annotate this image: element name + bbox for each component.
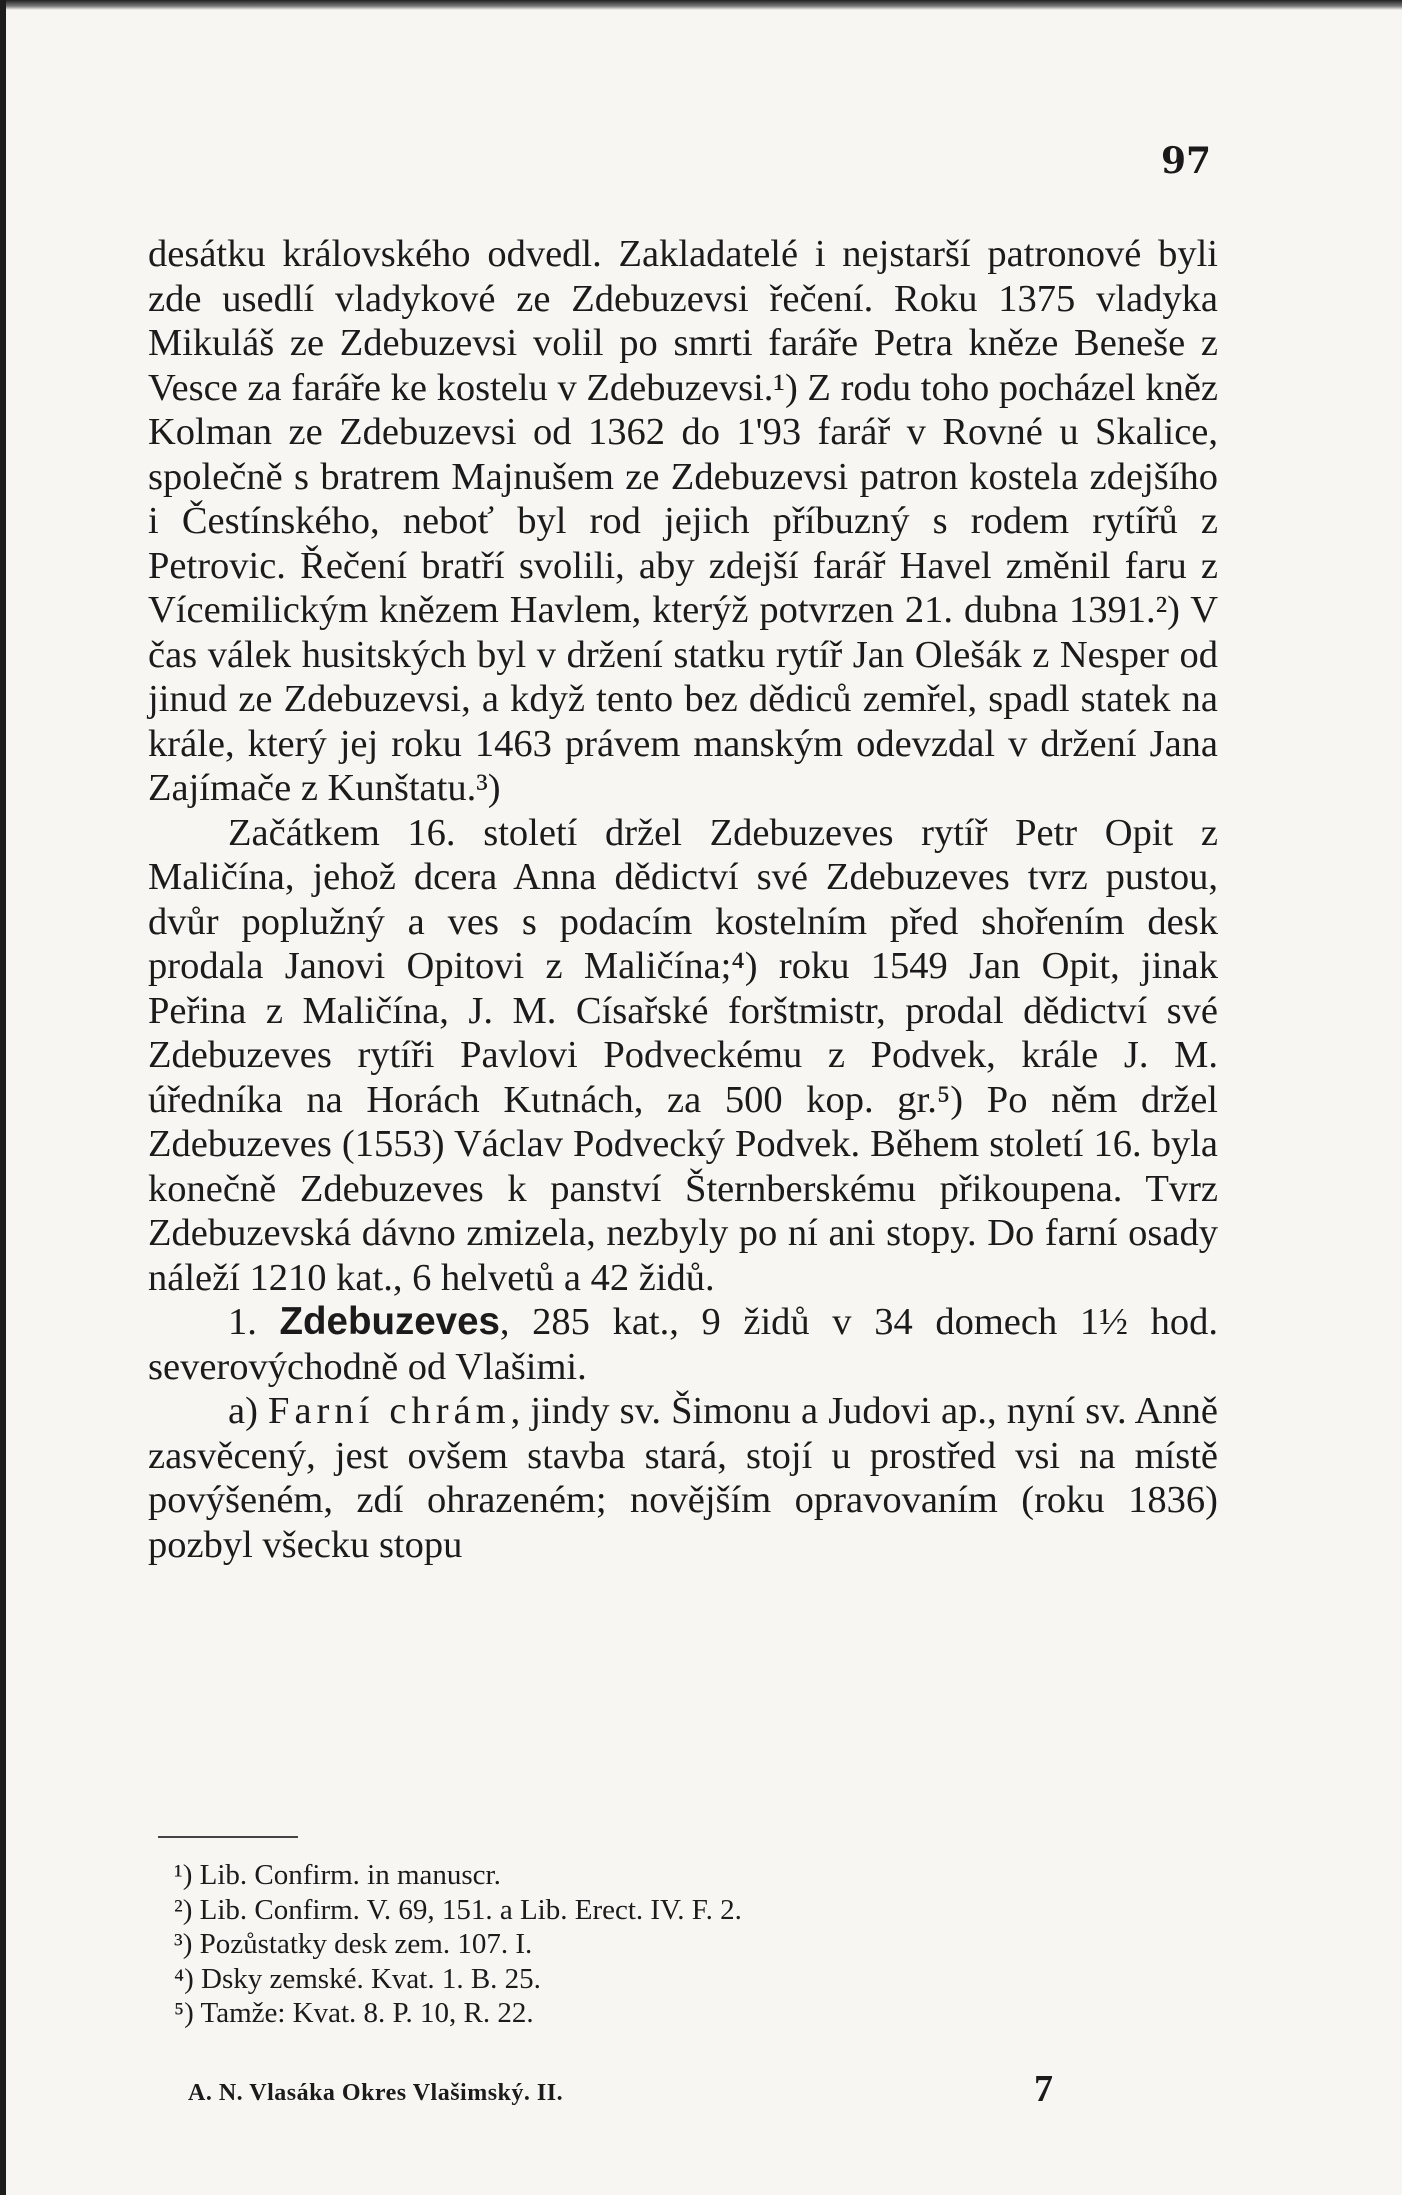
footnote-text: Lib. Confirm. in manuscr. [199,1859,501,1891]
footnote [174,1996,1074,2031]
footnote-text: Dsky zemské. Kvat. 1. B. 25. [201,1962,541,1995]
footnote [174,1962,1074,1997]
paragraph-2: Začátkem 16. století držel Zdebuzeves rytíř Petr Opit z Maličína, jehož dcera Anna dědictví své Zdebuzeves tvrz pustou, dvůr poplužný a ves s podacím kostelním před shořením desk prodala Janovi Opitovi z Maličína;⁴) roku 1549 Jan Opit, jinak Peřina z Maličína, J. M. Císařské forštmistr, prodal dědictví své Zdebuzeves rytíři Pavlovi Podveckému z Podvek, krále J. M. úředníka na Horách Kutnách, za 500 kop. gr.⁵) Po něm držel Zdebuzeves (1553) Václav Podvecký Podvek. Během století 16. byla konečně Zdebuzeves k panství Šternberskému přikoupena. Tvrz Zdebuzevská dávno zmizela, nezbyly po ní ani stopy. Do farní osady náleží 1210 kat., 6 helvetů a 42 židů. [148,811,1218,1299]
paragraph-3 [148,1300,1218,1389]
paragraph-1: desátku královského odvedl. Zakladatelé i nejstarší patronové byli zde usedlí vladykové ze Zdebuzevsi řečení. Roku 1375 vladyka Mikuláš ze Zdebuzevsi volil po smrti faráře Petra kněze Beneše z Vesce za faráře ke kostelu v Zdebuzevsi.¹) Z rodu toho pocházel kněz Kolman ze Zdebuzevsi od 1362 do 1'93 farář v Rovné u Skalice, společně s bratrem Majnušem ze Zdebuzevsi patron kostela zdejšího i Čestínského, neboť byl rod jejich příbuzný s rodem rytířů z Petrovic. Řečení bratří svolili, aby zdejší farář Havel změnil faru z Vícemilickým knězem Havlem, kterýž potvrzen 21. dubna 1391.²) V čas válek husitských byl v držení statku rytíř Jan Olešák z Nesper od jinud ze Zdebuzevsi, a když tento bez dědiců zemřel, spadl statek na krále, který jej roku 1463 právem manským odevzdal v držení Jana Zajímače z Kunštatu.³) [148,233,1218,809]
church-heading: Farní chrám [268,1390,511,1432]
footnote [174,1893,1074,1928]
sheet-number: 7 [1034,2068,1053,2110]
footnote-mark: ⁴) [174,1962,194,1995]
footnote-mark: ³) [174,1928,193,1960]
place-name-heading: Zdebuzeves [279,1300,500,1343]
printer-signature: A. N. Vlasáka Okres Vlašimský. II. [188,2080,564,2106]
footnote-text: Tamže: Kvat. 8. P. 10, R. 22. [200,1997,534,2029]
footnote [174,1858,1074,1893]
paragraph-3-lead: 1. [228,1301,280,1343]
footnote [174,1927,1074,1962]
paragraph-4 [148,1389,1218,1567]
paragraph-4-text: , jindy sv. Šimonu a Judovi ap., nyní sv. Anně zasvěcený, jest ovšem stavba stará, stojí u prostřed vsi na místě povýšeném, zdí ohrazeném; novějším opravovaním (roku 1836) pozbyl všecku stopu [148,1390,1218,1566]
page-top-edge [6,0,1402,10]
footnote-divider [158,1836,298,1838]
footnotes [174,1858,1074,2031]
footnote-mark: ²) [174,1893,193,1926]
footnote-text: Pozůstatky desk zem. 107. I. [199,1928,533,1960]
page-number: 97 [1161,140,1212,182]
paragraph-4-lead: a) [228,1390,269,1432]
footnote-mark: ¹) [174,1859,193,1891]
footnote-mark: ⁵) [174,1997,194,2029]
paragraph-3-text: , 285 kat., 9 židů v 34 domech 1½ hod. severovýchodně od Vlašimi. [148,1301,1218,1388]
main-text [148,232,1218,1567]
footnote-text: Lib. Confirm. V. 69, 151. a Lib. Erect. IV. F. 2. [199,1893,742,1926]
